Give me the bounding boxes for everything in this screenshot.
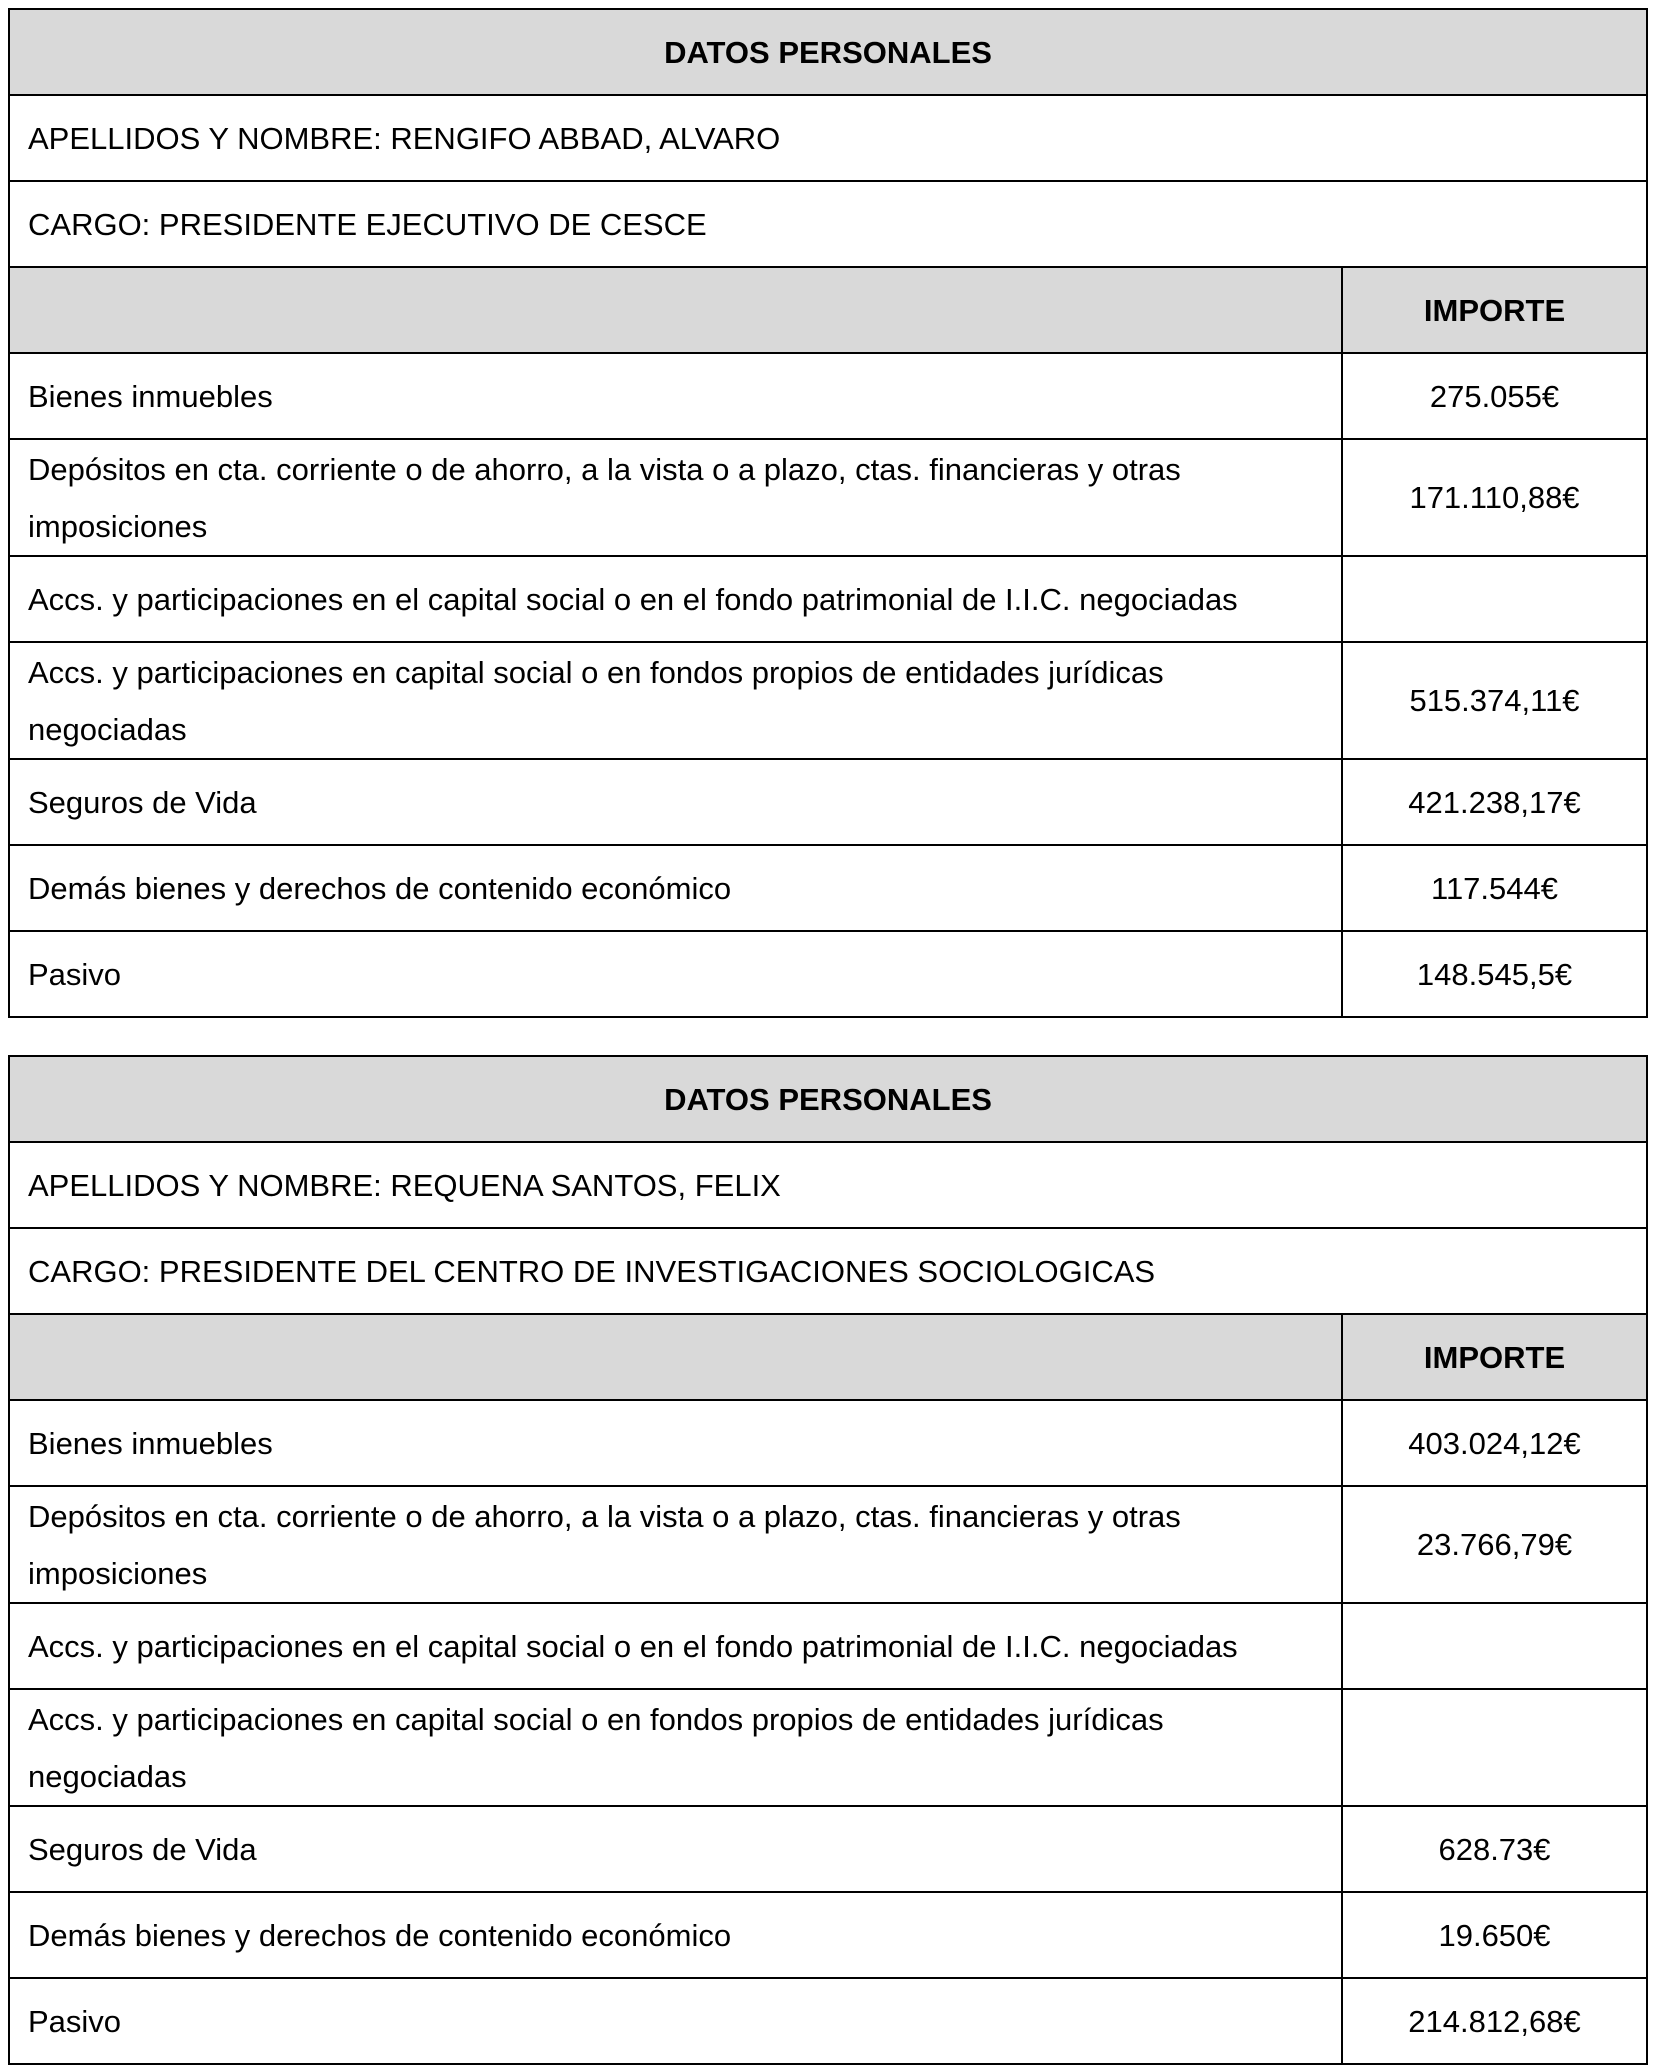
table-row bbox=[9, 1978, 1647, 2064]
row-label: Bienes inmuebles bbox=[9, 353, 1342, 439]
table-row bbox=[9, 1892, 1647, 1978]
declaration-table-rengifo bbox=[8, 8, 1648, 1018]
cargo-row bbox=[9, 181, 1647, 267]
table-row bbox=[9, 353, 1647, 439]
row-amount bbox=[1342, 556, 1647, 642]
row-label: Seguros de Vida bbox=[9, 759, 1342, 845]
amount-header: IMPORTE bbox=[1342, 1314, 1647, 1400]
row-label: Accs. y participaciones en capital social o en fondos propios de entidades jurídicas negociadas bbox=[9, 1689, 1342, 1806]
declaration-table-requena bbox=[8, 1055, 1648, 2065]
name-row bbox=[9, 95, 1647, 181]
cargo-line: CARGO: PRESIDENTE DEL CENTRO DE INVESTIGACIONES SOCIOLOGICAS bbox=[9, 1228, 1647, 1314]
table-row bbox=[9, 1486, 1647, 1603]
row-label: Accs. y participaciones en el capital social o en el fondo patrimonial de I.I.C. negociadas bbox=[9, 556, 1342, 642]
label-header-cell bbox=[9, 267, 1342, 353]
row-label: Bienes inmuebles bbox=[9, 1400, 1342, 1486]
table-row bbox=[9, 1689, 1647, 1806]
row-amount: 148.545,5€ bbox=[1342, 931, 1647, 1017]
row-label: Accs. y participaciones en capital social o en fondos propios de entidades jurídicas negociadas bbox=[9, 642, 1342, 759]
section-title: DATOS PERSONALES bbox=[9, 1056, 1647, 1142]
row-label: Accs. y participaciones en el capital social o en el fondo patrimonial de I.I.C. negociadas bbox=[9, 1603, 1342, 1689]
row-label: Demás bienes y derechos de contenido económico bbox=[9, 1892, 1342, 1978]
row-label: Pasivo bbox=[9, 931, 1342, 1017]
cargo-line: CARGO: PRESIDENTE EJECUTIVO DE CESCE bbox=[9, 181, 1647, 267]
row-label: Depósitos en cta. corriente o de ahorro, a la vista o a plazo, ctas. financieras y otras imposiciones bbox=[9, 439, 1342, 556]
row-label: Depósitos en cta. corriente o de ahorro, a la vista o a plazo, ctas. financieras y otras imposiciones bbox=[9, 1486, 1342, 1603]
row-amount bbox=[1342, 1603, 1647, 1689]
row-amount: 214.812,68€ bbox=[1342, 1978, 1647, 2064]
row-amount: 628.73€ bbox=[1342, 1806, 1647, 1892]
row-label: Demás bienes y derechos de contenido económico bbox=[9, 845, 1342, 931]
row-amount bbox=[1342, 1689, 1647, 1806]
label-header-cell bbox=[9, 1314, 1342, 1400]
row-amount: 171.110,88€ bbox=[1342, 439, 1647, 556]
table-row bbox=[9, 642, 1647, 759]
table-row bbox=[9, 1603, 1647, 1689]
row-amount: 515.374,11€ bbox=[1342, 642, 1647, 759]
row-amount: 23.766,79€ bbox=[1342, 1486, 1647, 1603]
row-label: Seguros de Vida bbox=[9, 1806, 1342, 1892]
cargo-row bbox=[9, 1228, 1647, 1314]
table-row bbox=[9, 1400, 1647, 1486]
row-amount: 421.238,17€ bbox=[1342, 759, 1647, 845]
row-amount: 403.024,12€ bbox=[1342, 1400, 1647, 1486]
section-title: DATOS PERSONALES bbox=[9, 9, 1647, 95]
section-title-row bbox=[9, 1056, 1647, 1142]
name-line: APELLIDOS Y NOMBRE: REQUENA SANTOS, FELIX bbox=[9, 1142, 1647, 1228]
amount-header-row bbox=[9, 1314, 1647, 1400]
name-row bbox=[9, 1142, 1647, 1228]
table-row bbox=[9, 845, 1647, 931]
amount-header-row bbox=[9, 267, 1647, 353]
row-amount: 19.650€ bbox=[1342, 1892, 1647, 1978]
table-row bbox=[9, 759, 1647, 845]
name-line: APELLIDOS Y NOMBRE: RENGIFO ABBAD, ALVARO bbox=[9, 95, 1647, 181]
table-row bbox=[9, 556, 1647, 642]
row-amount: 117.544€ bbox=[1342, 845, 1647, 931]
table-row bbox=[9, 1806, 1647, 1892]
row-label: Pasivo bbox=[9, 1978, 1342, 2064]
table-row bbox=[9, 439, 1647, 556]
table-row bbox=[9, 931, 1647, 1017]
row-amount: 275.055€ bbox=[1342, 353, 1647, 439]
section-title-row bbox=[9, 9, 1647, 95]
amount-header: IMPORTE bbox=[1342, 267, 1647, 353]
